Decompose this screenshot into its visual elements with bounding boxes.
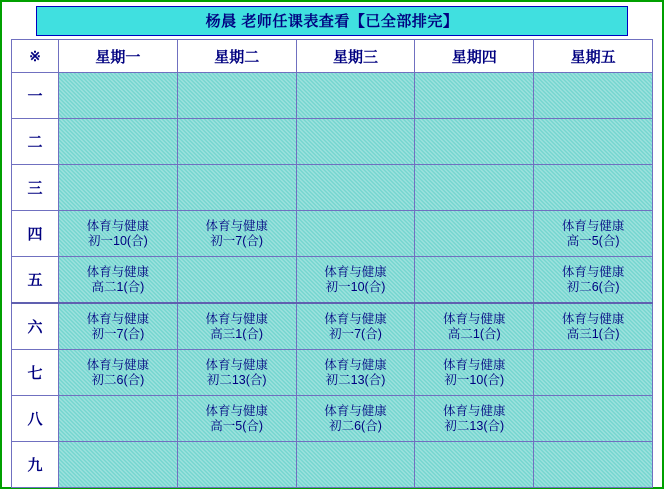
slot-wed-2[interactable] <box>296 119 415 165</box>
slot-class: 高三1(合) <box>210 326 264 341</box>
slot-thu-5[interactable] <box>415 257 534 304</box>
slot-class: 初一10(合) <box>444 372 505 387</box>
slot-wed-9[interactable] <box>296 442 415 488</box>
slot-thu-8[interactable] <box>415 396 534 442</box>
period-label-8: 八 <box>12 396 59 442</box>
period-label-4: 四 <box>12 211 59 257</box>
slot-fri-5[interactable] <box>534 257 653 304</box>
page-title: 杨晨 老师任课表查看【已全部排完】 <box>36 6 628 36</box>
table-row <box>12 119 653 165</box>
table-row <box>12 211 653 257</box>
slot-class: 初一10(合) <box>88 233 148 248</box>
period-label-9: 九 <box>12 442 59 488</box>
slot-class: 初二13(合) <box>444 418 505 433</box>
period-label-3: 三 <box>12 165 59 211</box>
slot-mon-4[interactable] <box>59 211 178 257</box>
slot-course: 体育与健康 <box>205 403 268 418</box>
timetable-head <box>12 40 653 73</box>
slot-class: 高一5(合) <box>210 418 264 433</box>
slot-mon-3[interactable] <box>59 165 178 211</box>
slot-mon-7[interactable] <box>59 350 178 396</box>
slot-mon-5[interactable] <box>59 257 178 304</box>
slot-class: 初二13(合) <box>325 372 386 387</box>
header-row <box>12 40 653 73</box>
table-row <box>12 442 653 488</box>
slot-mon-1[interactable] <box>59 73 178 119</box>
slot-mon-8[interactable] <box>59 396 178 442</box>
slot-thu-2[interactable] <box>415 119 534 165</box>
slot-tue-5[interactable] <box>177 257 296 304</box>
slot-class: 初一7(合) <box>210 233 264 248</box>
slot-class: 初一7(合) <box>91 326 145 341</box>
timetable-body <box>12 73 653 488</box>
slot-tue-4[interactable] <box>177 211 296 257</box>
slot-thu-9[interactable] <box>415 442 534 488</box>
slot-course: 体育与健康 <box>86 264 150 279</box>
slot-course: 体育与健康 <box>86 357 150 372</box>
slot-class: 初二6(合) <box>329 418 382 433</box>
slot-thu-4[interactable] <box>415 211 534 257</box>
table-row <box>12 165 653 211</box>
slot-class: 高三1(合) <box>566 326 620 341</box>
corner-marker: ※ <box>12 40 59 73</box>
slot-class: 初一7(合) <box>329 326 382 341</box>
table-row <box>12 303 653 350</box>
day-header-friday: 星期五 <box>534 40 653 73</box>
slot-course: 体育与健康 <box>205 218 268 233</box>
title-area <box>2 2 662 39</box>
slot-tue-2[interactable] <box>177 119 296 165</box>
period-label-7: 七 <box>12 350 59 396</box>
slot-wed-4[interactable] <box>296 211 415 257</box>
slot-course: 体育与健康 <box>561 264 625 279</box>
day-header-thursday: 星期四 <box>415 40 534 73</box>
slot-fri-1[interactable] <box>534 73 653 119</box>
period-label-6: 六 <box>12 303 59 350</box>
period-label-1: 一 <box>12 73 59 119</box>
table-row <box>12 73 653 119</box>
slot-wed-6[interactable] <box>296 303 415 350</box>
slot-course: 体育与健康 <box>86 218 150 233</box>
slot-class: 初二13(合) <box>206 372 267 387</box>
slot-wed-3[interactable] <box>296 165 415 211</box>
slot-fri-4[interactable] <box>534 211 653 257</box>
slot-course: 体育与健康 <box>324 264 387 279</box>
slot-fri-3[interactable] <box>534 165 653 211</box>
slot-course: 体育与健康 <box>324 357 387 372</box>
slot-course: 体育与健康 <box>443 403 506 418</box>
slot-course: 体育与健康 <box>443 311 506 326</box>
day-header-tuesday: 星期二 <box>177 40 296 73</box>
slot-tue-8[interactable] <box>177 396 296 442</box>
slot-course: 体育与健康 <box>205 357 268 372</box>
slot-class: 高二1(合) <box>91 279 145 294</box>
slot-class: 高二1(合) <box>447 326 501 341</box>
slot-wed-1[interactable] <box>296 73 415 119</box>
slot-mon-6[interactable] <box>59 303 178 350</box>
day-header-wednesday: 星期三 <box>296 40 415 73</box>
slot-mon-2[interactable] <box>59 119 178 165</box>
slot-course: 体育与健康 <box>443 357 506 372</box>
slot-fri-7[interactable] <box>534 350 653 396</box>
slot-course: 体育与健康 <box>561 218 625 233</box>
slot-course: 体育与健康 <box>205 311 268 326</box>
slot-wed-7[interactable] <box>296 350 415 396</box>
period-label-2: 二 <box>12 119 59 165</box>
period-label-5: 五 <box>12 257 59 304</box>
slot-class: 初二6(合) <box>566 279 620 294</box>
slot-class: 初一10(合) <box>325 279 386 294</box>
table-row <box>12 257 653 304</box>
slot-thu-7[interactable] <box>415 350 534 396</box>
slot-tue-6[interactable] <box>177 303 296 350</box>
slot-class: 初二6(合) <box>91 372 145 387</box>
slot-wed-5[interactable] <box>296 257 415 304</box>
slot-course: 体育与健康 <box>324 311 387 326</box>
slot-wed-8[interactable] <box>296 396 415 442</box>
slot-tue-9[interactable] <box>177 442 296 488</box>
table-row <box>12 396 653 442</box>
slot-course: 体育与健康 <box>86 311 150 326</box>
slot-class: 高一5(合) <box>566 233 620 248</box>
slot-course: 体育与健康 <box>561 311 625 326</box>
slot-tue-7[interactable] <box>177 350 296 396</box>
slot-tue-1[interactable] <box>177 73 296 119</box>
slot-course: 体育与健康 <box>324 403 387 418</box>
slot-thu-3[interactable] <box>415 165 534 211</box>
slot-fri-8[interactable] <box>534 396 653 442</box>
day-header-monday: 星期一 <box>59 40 178 73</box>
table-row <box>12 350 653 396</box>
slot-fri-9[interactable] <box>534 442 653 488</box>
slot-fri-2[interactable] <box>534 119 653 165</box>
slot-fri-6[interactable] <box>534 303 653 350</box>
timetable <box>11 39 653 488</box>
slot-thu-1[interactable] <box>415 73 534 119</box>
slot-mon-9[interactable] <box>59 442 178 488</box>
slot-thu-6[interactable] <box>415 303 534 350</box>
slot-tue-3[interactable] <box>177 165 296 211</box>
